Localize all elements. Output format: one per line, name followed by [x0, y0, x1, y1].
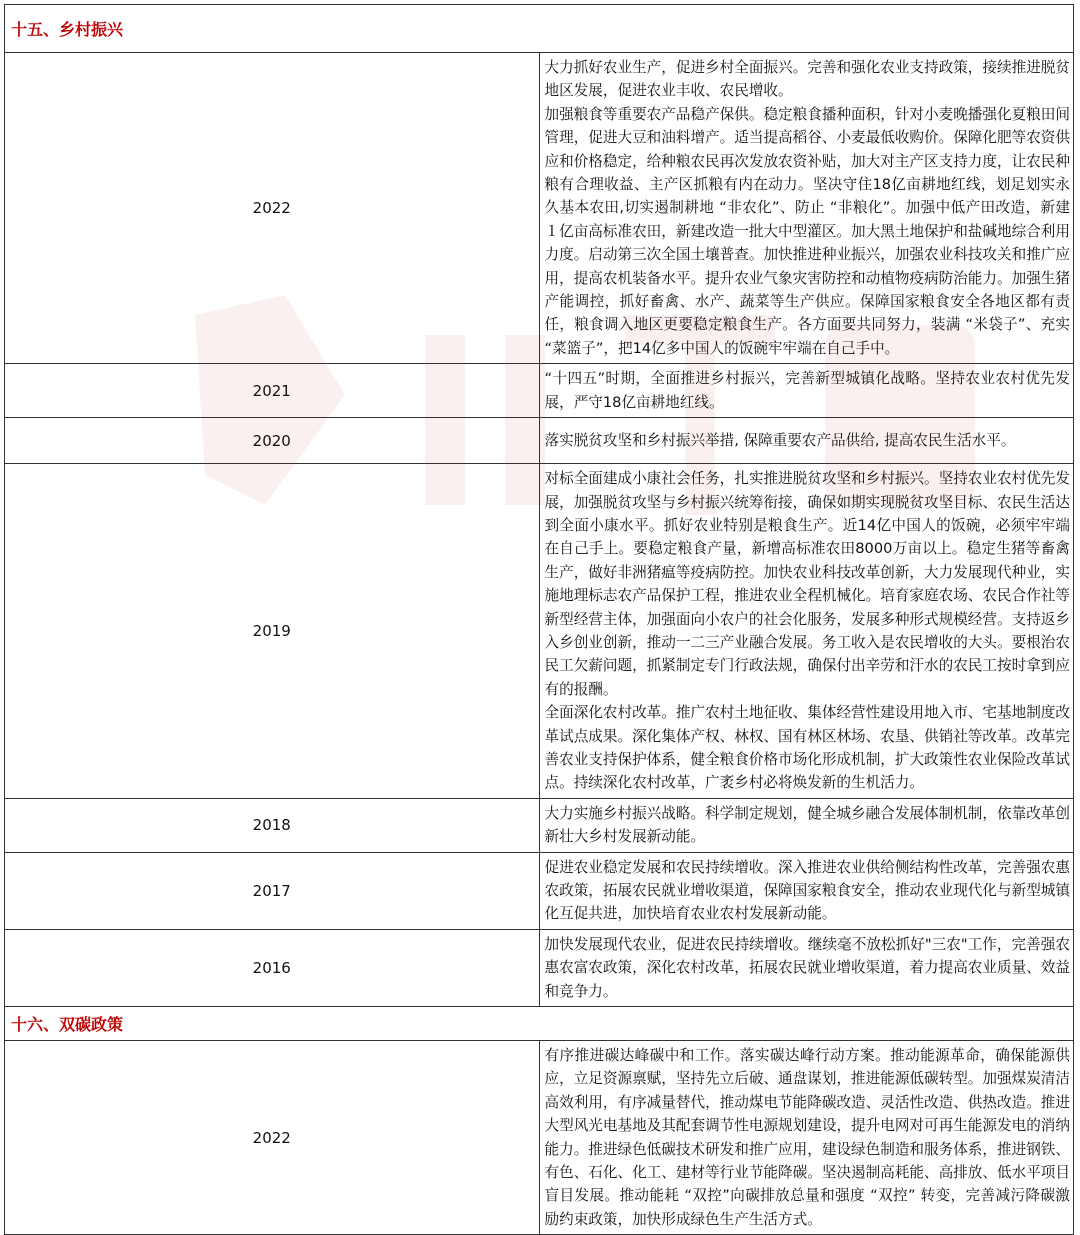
year-cell: 2017 — [5, 852, 540, 929]
section-header-dual-carbon — [5, 1007, 1074, 1041]
paragraph: 加快发展现代农业，促进农民持续增收。继续毫不放松抓好"三农"工作，完善强农惠农富农政策，深化农村改革，拓展农民就业增收渠道，着力提高农业质量、效益和竞争力。 — [544, 935, 1070, 1000]
paragraph: 促进农业稳定发展和农民持续增收。深入推进农业供给侧结构性改革，完善强农惠农政策，拓展农民就业增收渠道，保障国家粮食安全，推动农业现代化与新型城镇化互促共进，加快培育农业农村发展新动能。 — [544, 858, 1070, 923]
content-cell — [539, 852, 1074, 929]
paragraph: 大力实施乡村振兴战略。科学制定规划，健全城乡融合发展体制机制，依靠改革创新壮大乡村发展新动能。 — [544, 804, 1070, 846]
content-cell — [539, 418, 1074, 464]
table-row — [5, 852, 1074, 929]
year-cell: 2022 — [5, 1041, 540, 1235]
table-row — [5, 364, 1074, 418]
section-header-rural-revitalization — [5, 5, 1074, 53]
content-cell — [539, 1041, 1074, 1235]
report-table — [4, 4, 1074, 1235]
content-cell — [539, 364, 1074, 418]
paragraph: 落实脱贫攻坚和乡村振兴举措, 保障重要农产品供给, 提高农民生活水平。 — [544, 431, 1016, 449]
paragraph: 大力抓好农业生产，促进乡村全面振兴。完善和强化农业支持政策，接续推进脱贫地区发展，促进农业丰收、农民增收。 — [544, 59, 1070, 100]
table-row — [5, 929, 1074, 1006]
year-cell: 2018 — [5, 798, 540, 852]
paragraph: 加强粮食等重要农产品稳产保供。稳定粮食播种面积，针对小麦晚播强化夏粮田间管理，促进大豆和油料增产。适当提高稻谷、小麦最低收购价。保障化肥等农资供应和价格稳定，给种粮农民再次发放农资补贴，加大对主产区支持力度，让农民种粮有合理收益、主产区抓粮有内在动力。坚决守住18亿亩耕地红线，划足划实永久基本农田,切实遏制耕地 “非农化”、防止 “非粮化”。加强中低产田改造，新建１亿亩高标准农田，新建改造一批大中型灌区。加大黑土地保护和盐碱地综合利用力度。启动第三次全国土壤普查。加快推进种业振兴，加强农业科技攻关和推广应用，提高农机装备水平。提升农业气象灾害防控和动植物疫病防治能力。加强生猪产能调控，抓好畜禽、水产、蔬菜等生产供应。保障国家粮食安全各地区都有责任，粮食调入地区更要稳定粮食生产。各方面要共同努力，装满 “米袋子”、充实 “菜篮子”，把14亿多中国人的饭碗牢牢端在自己手中。 — [544, 105, 1070, 357]
year-cell: 2021 — [5, 364, 540, 418]
table-row — [5, 798, 1074, 852]
table-row — [5, 464, 1074, 799]
paragraph: “十四五”时期，全面推进乡村振兴，完善新型城镇化战略。坚持农业农村优先发展，严守18亿亩耕地红线。 — [544, 370, 1070, 411]
table-row — [5, 418, 1074, 464]
content-cell — [539, 929, 1074, 1006]
paragraph: 有序推进碳达峰碳中和工作。落实碳达峰行动方案。推动能源革命，确保能源供应，立足资源禀赋，坚持先立后破、通盘谋划，推进能源低碳转型。加强煤炭清洁高效利用，有序减量替代，推动煤电节能降碳改造、灵活性改造、供热改造。推进大型风光电基地及其配套调节性电源规划建设，提升电网对可再生能源发电的消纳能力。推进绿色低碳技术研发和推广应用，建设绿色制造和服务体系，推进钢铁、有色、石化、化工、建材等行业节能降碳。坚决遏制高耗能、高排放、低水平项目盲目发展。推动能耗 “双控”向碳排放总量和强度 “双控” 转变，完善减污降碳激励约束政策，加快形成绿色生产生活方式。 — [544, 1047, 1070, 1228]
content-cell — [539, 798, 1074, 852]
year-cell: 2019 — [5, 464, 540, 799]
year-cell: 2020 — [5, 418, 540, 464]
section-title: 十五、乡村振兴 — [5, 5, 1074, 53]
paragraph: 全面深化农村改革。推广农村土地征收、集体经营性建设用地入市、宅基地制度改革试点成果。深化集体产权、林权、国有林区林场、农垦、供销社等改革。改革完善农业支持保护体系，健全粮食价格市场化形成机制，扩大政策性农业保险改革试点。持续深化农村改革，广袤乡村必将焕发新的生机活力。 — [544, 704, 1070, 792]
content-cell — [539, 53, 1074, 364]
content-cell — [539, 464, 1074, 799]
table-row — [5, 53, 1074, 364]
paragraph: 对标全面建成小康社会任务，扎实推进脱贫攻坚和乡村振兴。坚持农业农村优先发展，加强脱贫攻坚与乡村振兴统筹衔接，确保如期实现脱贫攻坚目标、农民生活达到全面小康水平。抓好农业特别是粮食生产。近14亿中国人的饭碗，必须牢牢端在自己手上。要稳定粮食产量，新增高标准农田8000万亩以上。稳定生猪等畜禽生产，做好非洲猪瘟等疫病防控。加快农业科技改革创新，大力发展现代种业，实施地理标志农产品保护工程，推进农业全程机械化。培育家庭农场、农民合作社等新型经营主体，加强面向小农户的社会化服务，发展多种形式规模经营。支持返乡入乡创业创新，推动一二三产业融合发展。务工收入是农民增收的大头。要根治农民工欠薪问题，抓紧制定专门行政法规，确保付出辛劳和汗水的农民工按时拿到应有的报酬。 — [544, 470, 1070, 698]
table-row — [5, 1041, 1074, 1235]
section-title: 十六、双碳政策 — [5, 1007, 1074, 1041]
year-cell: 2022 — [5, 53, 540, 364]
year-cell: 2016 — [5, 929, 540, 1006]
